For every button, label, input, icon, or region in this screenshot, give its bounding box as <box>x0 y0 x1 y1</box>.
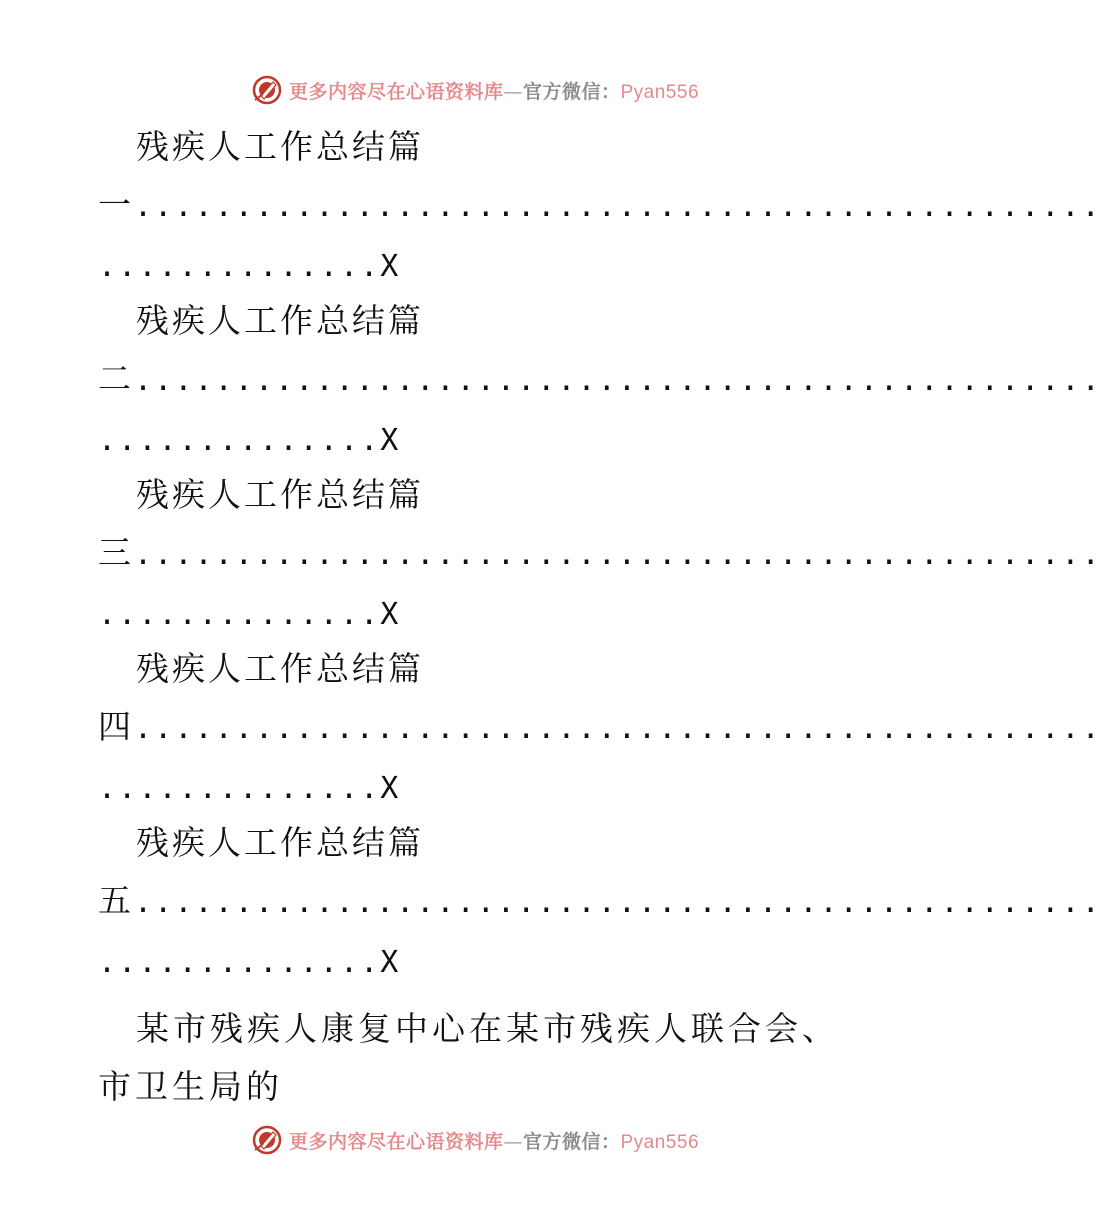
header-banner <box>0 70 950 110</box>
toc-entry-tail <box>98 410 858 466</box>
toc-leader-dots: ................................................ <box>134 189 1102 224</box>
body-paragraph: 某市残疾人康复中心在某市残疾人联合会、市卫生局的 <box>98 1009 839 1106</box>
toc-leader-dots: ................................................ <box>134 363 1102 398</box>
toc-number: 三 <box>98 533 134 572</box>
toc-entry-line <box>98 176 1102 236</box>
toc-entry-tail <box>98 932 858 988</box>
banner-wechat-id: Pyan556 <box>620 1131 700 1153</box>
toc-entry-tail <box>98 584 858 640</box>
toc-entry-line <box>98 350 1102 410</box>
banner-wechat-label: 官方微信： <box>522 1130 621 1153</box>
toc-number: 一 <box>98 185 134 224</box>
toc-leader-dots: ................................................ <box>134 537 1102 572</box>
toc-title: 残疾人工作总结篇 <box>136 301 424 340</box>
toc-leader-dots: .............. <box>98 597 381 632</box>
banner-wechat-label: 官方微信： <box>522 80 621 103</box>
banner-text <box>289 1127 699 1154</box>
toc-page-number: X <box>380 249 402 284</box>
footer-banner <box>0 1120 950 1160</box>
document-body <box>98 118 1102 1116</box>
banner-brand: 更多内容尽在心语资料库 <box>288 1130 504 1153</box>
toc-leader-dots: .............. <box>98 249 381 284</box>
toc-number: 五 <box>98 881 134 920</box>
toc-entry-tail <box>98 236 858 292</box>
toc-leader-dots: ................................................ <box>134 885 1102 920</box>
toc-leader-dots: .............. <box>98 423 381 458</box>
toc-leader-dots: ................................................ <box>134 711 1102 746</box>
banner-dash: — <box>503 1130 523 1153</box>
toc-entry-line <box>98 698 1102 758</box>
banner-text <box>289 77 699 104</box>
toc-entry-line <box>98 872 1102 932</box>
banner-brand: 更多内容尽在心语资料库 <box>288 80 504 103</box>
toc-page-number: X <box>380 597 402 632</box>
pen-nib-logo-icon <box>251 74 283 106</box>
toc-entry-tail <box>98 758 858 814</box>
toc-title: 残疾人工作总结篇 <box>136 127 424 166</box>
banner-dash: — <box>503 80 523 103</box>
toc-page-number: X <box>380 423 402 458</box>
toc-leader-dots: .............. <box>98 945 381 980</box>
toc-page-number: X <box>380 945 402 980</box>
toc-title: 残疾人工作总结篇 <box>136 649 424 688</box>
toc-page-number: X <box>380 771 402 806</box>
pen-nib-logo-icon <box>251 1124 283 1156</box>
toc-entry-line <box>98 524 1102 584</box>
toc-title: 残疾人工作总结篇 <box>136 823 424 862</box>
banner-wechat-id: Pyan556 <box>620 81 700 103</box>
toc-leader-dots: .............. <box>98 771 381 806</box>
toc-number: 四 <box>98 707 134 746</box>
toc-number: 二 <box>98 359 134 398</box>
toc-title: 残疾人工作总结篇 <box>136 475 424 514</box>
